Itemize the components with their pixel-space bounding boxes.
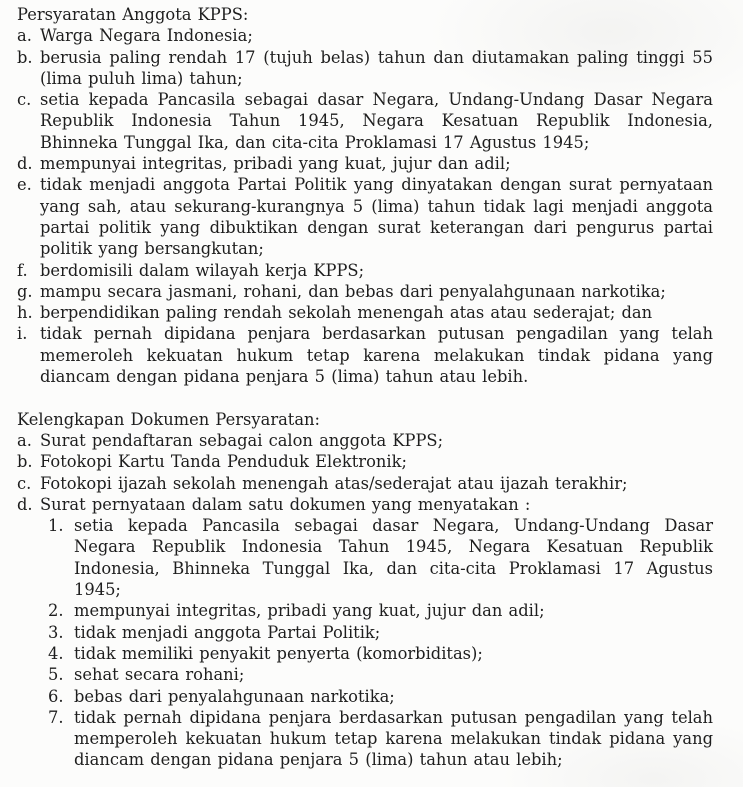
list-item-i <box>17 323 713 387</box>
list-item-c <box>17 89 713 153</box>
item-text: tidak pernah dipidana penjara berdasarkan putusan pengadilan yang telah memeroleh kekuatan hukum tetap karena melakukan tindak pidana yang diancam dengan pidana penjara 5 (lima) tahun atau lebih. <box>40 324 713 387</box>
item-text: Fotokopi Kartu Tanda Penduduk Elektronik; <box>40 452 407 472</box>
item-text: Warga Negara Indonesia; <box>40 26 253 46</box>
sublist-item-3 <box>48 622 713 643</box>
item-text: setia kepada Pancasila sebagai dasar Negara, Undang-Undang Dasar Negara Republik Indonesia Tahun 1945, Negara Kesatuan Republik Indonesia, Bhinneka Tunggal Ika, dan cita-cita Proklamasi 17 Agustus 1945; <box>40 90 713 152</box>
subitem-text: tidak memiliki penyakit penyerta (komorbiditas); <box>74 643 483 663</box>
subitem-marker: 7. <box>48 707 64 727</box>
sublist-item-5 <box>48 664 713 685</box>
subitem-marker: 6. <box>48 686 64 706</box>
section-title-persyaratan: Persyaratan Anggota KPPS: <box>17 5 249 24</box>
list-item-f <box>17 260 713 281</box>
sublist-item-1 <box>48 515 713 600</box>
list-item-c <box>17 473 713 494</box>
numbered-sublist <box>48 515 713 771</box>
item-marker: c. <box>17 473 32 493</box>
item-marker: a. <box>17 26 32 46</box>
item-marker: b. <box>17 47 33 67</box>
subitem-marker: 2. <box>48 601 64 621</box>
list-item-b <box>17 451 713 472</box>
list-item-g <box>17 281 713 302</box>
item-marker: h. <box>17 303 33 323</box>
list-item-e <box>17 174 713 259</box>
item-text: berusia paling rendah 17 (tujuh belas) tahun dan diutamakan paling tinggi 55 (lima puluh lima) tahun; <box>40 47 713 88</box>
list-item-h <box>17 302 713 323</box>
subitem-text: tidak pernah dipidana penjara berdasarkan putusan pengadilan yang telah memperoleh kekuatan hukum tetap karena melakukan tindak pidana yang diancam dengan pidana penjara 5 (lima) tahun atau lebih; <box>74 707 713 770</box>
item-text: berdomisili dalam wilayah kerja KPPS; <box>40 260 365 280</box>
item-text: tidak menjadi anggota Partai Politik yang dinyatakan dengan surat pernyataan yang sah, atau sekurang-kurangnya 5 (lima) tahun tidak lagi menjadi anggota partai politik yang dibuktikan dengan surat keterangan dari pengurus partai politik yang bersangkutan; <box>40 175 713 259</box>
sublist-item-2 <box>48 600 713 621</box>
list-item-a <box>17 430 713 451</box>
sublist-item-4 <box>48 643 713 664</box>
list-item-d <box>17 494 713 771</box>
item-text: mempunyai integritas, pribadi yang kuat, jujur dan adil; <box>40 154 511 174</box>
item-marker: d. <box>17 154 33 174</box>
subitem-text: setia kepada Pancasila sebagai dasar Negara, Undang-Undang Dasar Negara Republik Indonesia Tahun 1945, Negara Kesatuan Republik Indonesia, Bhinneka Tunggal Ika, dan cita-cita Proklamasi 17 Agustus 1945; <box>74 516 713 600</box>
subitem-marker: 4. <box>48 643 64 663</box>
item-marker: a. <box>17 430 32 450</box>
list-item-d <box>17 153 713 174</box>
item-marker: b. <box>17 452 33 472</box>
section-title-kelengkapan: Kelengkapan Dokumen Persyaratan: <box>17 409 321 429</box>
subitem-marker: 3. <box>48 622 64 642</box>
lettered-list-kelengkapan <box>17 430 713 771</box>
section-kelengkapan-dokumen <box>17 409 713 771</box>
item-marker: f. <box>17 260 28 280</box>
item-text: Surat pernyataan dalam satu dokumen yang menyatakan : <box>40 494 531 514</box>
subitem-text: mempunyai integritas, pribadi yang kuat, jujur dan adil; <box>74 601 545 621</box>
item-text: mampu secara jasmani, rohani, dan bebas dari penyalahgunaan narkotika; <box>40 281 666 301</box>
lettered-list-persyaratan <box>17 25 713 387</box>
item-text: Surat pendaftaran sebagai calon anggota KPPS; <box>40 430 444 450</box>
subitem-marker: 1. <box>48 516 64 536</box>
list-item-a <box>17 25 713 46</box>
item-marker: i. <box>17 324 28 344</box>
item-marker: e. <box>17 175 32 195</box>
item-marker: d. <box>17 494 33 514</box>
item-text: Fotokopi ijazah sekolah menengah atas/sederajat atau ijazah terakhir; <box>40 473 628 493</box>
sublist-item-6 <box>48 686 713 707</box>
subitem-text: bebas dari penyalahgunaan narkotika; <box>74 686 395 706</box>
subitem-text: sehat secara rohani; <box>74 665 245 685</box>
item-marker: c. <box>17 90 32 110</box>
section-persyaratan-anggota <box>17 4 713 387</box>
item-marker: g. <box>17 281 33 301</box>
item-text: berpendidikan paling rendah sekolah menengah atas atau sederajat; dan <box>40 303 653 323</box>
sublist-item-7 <box>48 707 713 771</box>
subitem-text: tidak menjadi anggota Partai Politik; <box>74 622 381 642</box>
subitem-marker: 5. <box>48 665 64 685</box>
list-item-b <box>17 47 713 90</box>
